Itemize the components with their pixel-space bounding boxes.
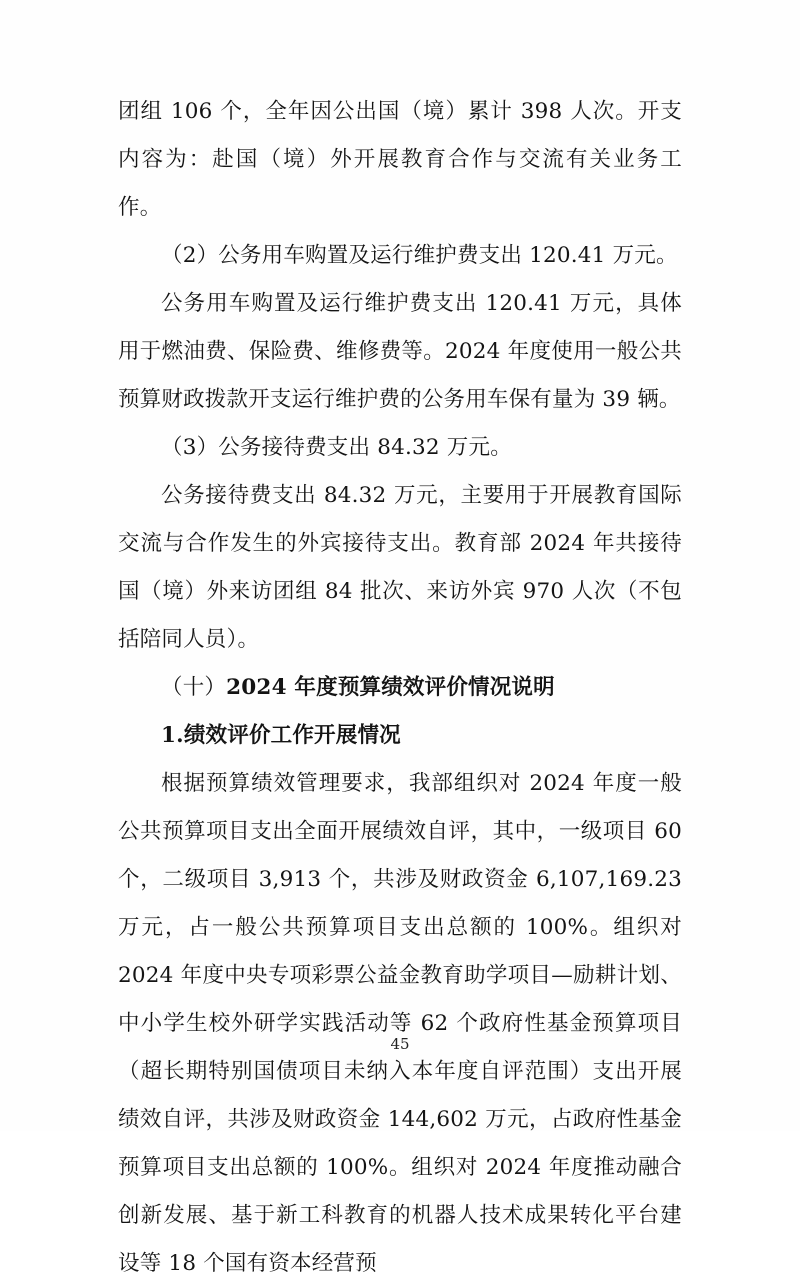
- section-heading-number: （十）: [161, 675, 227, 700]
- paragraph-continuation: 团组 106 个，全年因公出国（境）累计 398 人次。开支内容为：赴国（境）外开展教育合作与交流有关业务工作。: [118, 99, 682, 220]
- paragraph-item-3: （3）公务接待费支出 84.32 万元。: [161, 435, 512, 460]
- paragraph-item-2: （2）公务用车购置及运行维护费支出 120.41 万元。: [161, 243, 678, 268]
- section-heading-title: 2024 年度预算绩效评价情况说明: [226, 675, 555, 700]
- document-body: [118, 88, 682, 1288]
- page-number: 45: [390, 1035, 410, 1053]
- subsection-heading-one: 1.绩效评价工作开展情况: [161, 723, 401, 748]
- paragraph-vehicle-expense: 公务用车购置及运行维护费支出 120.41 万元，具体用于燃油费、保险费、维修费等。2024 年度使用一般公共预算财政拨款开支运行维护费的公务用车保有量为 39 辆。: [118, 291, 682, 412]
- paragraph-performance-evaluation: 根据预算绩效管理要求，我部组织对 2024 年度一般公共预算项目支出全面开展绩效自评，其中，一级项目 60 个，二级项目 3,913 个，共涉及财政资金 6,107,169.23 万元，占一般公共预算项目支出总额的 100%。组织对 2024 年度中央专项彩票公益金教育助学项目—励耕计划、中小学生校外研学实践活动等 62 个政府性基金预算项目（超长期特别国债项目未纳入本年度自评范围）支出开展绩效自评，共涉及财政资金 144,602 万元，占政府性基金预算项目支出总额的 100%。组织对 2024 年度推动融合创新发展、基于新工科教育的机器人技术成果转化平台建设等 18 个国有资本经营预: [118, 771, 682, 1276]
- paragraph-hospitality-expense: 公务接待费支出 84.32 万元，主要用于开展教育国际交流与合作发生的外宾接待支出。教育部 2024 年共接待国（境）外来访团组 84 批次、来访外宾 970 人次（不包括陪同人员）。: [118, 483, 682, 652]
- section-heading-ten: [118, 664, 682, 712]
